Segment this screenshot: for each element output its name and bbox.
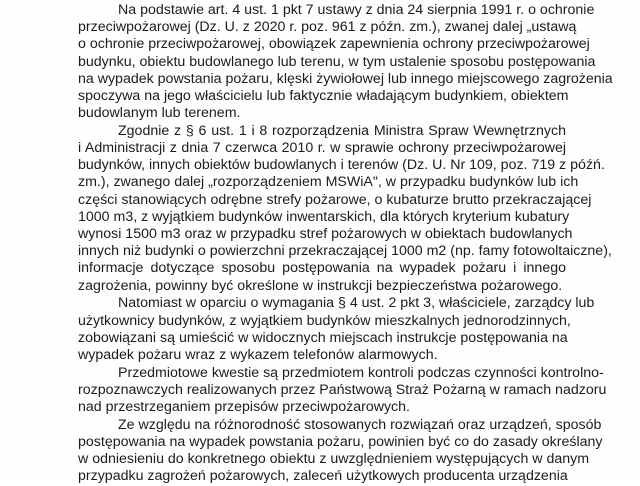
text-line: przypadku zagrożeń pożarowych, zaleceń użytkowych producenta urządzenia	[78, 468, 568, 485]
text-line: na wypadek powstania pożaru, klęski żywiołowej lub innego miejscowego zagrożenia	[78, 70, 613, 87]
text-line: zagrożenia, powinny być określone w instrukcji bezpieczeństwa pożarowego.	[78, 277, 563, 294]
text-line: 1000 m3, z wyjątkiem budynków inwentarskich, dla których kryterium kubatury	[78, 208, 570, 225]
text-line: części stanowiących odrębne strefy pożarowe, o kubaturze brutto przekraczającej	[78, 191, 592, 208]
text-line: zobowiązani są umieścić w widocznych miejscach instrukcje postępowania na	[78, 329, 568, 346]
paragraph-legal-basis	[78, 2, 613, 122]
text-line: budowlanym lub terenem.	[78, 105, 241, 122]
text-line: innych niż budynki o powierzchni przekraczającej 1000 m2 (np. famy fotowoltaiczne),	[78, 243, 612, 260]
text-line: wynosi 1500 m3 oraz w przypadku stref pożarowych w obiektach budowlanych	[78, 226, 573, 243]
paragraph-owner-obligations	[78, 295, 595, 364]
text-line: rozpoznawczych realizowanych przez Państwową Straż Pożarną w ramach nadzoru	[78, 381, 607, 398]
text-line: budynku, obiektu budowlanego lub terenu, w tym ustalenie sposobu postępowania	[78, 53, 596, 70]
text-line: Natomiast w oparciu o wymagania § 4 ust. 2 pkt 3, właściciele, zarządcy lub	[118, 295, 595, 312]
text-line: o ochronie przeciwpożarowej, obowiązek zapewnienia ochrony przeciwpożarowej	[78, 36, 590, 53]
text-line: Ze względu na różnorodność stosowanych rozwiązań oraz urządzeń, sposób	[118, 416, 602, 433]
text-line: wypadek pożaru wraz z wykazem telefonów alarmowych.	[78, 346, 438, 363]
text-line: w odniesieniu do konkretnego obiektu z uwzględnieniem występujących w danym	[78, 451, 590, 468]
text-line: i Administracji z dnia 7 czerwca 2010 r. w sprawie ochrony przeciwpożarowej	[78, 140, 566, 157]
text-line: postępowania na wypadek powstania pożaru, powinien być co do zasady określany	[78, 434, 603, 451]
text-line: spoczywa na jego właścicielu lub faktycznie władającym budynkiem, obiektem	[78, 87, 569, 104]
text-line: Zgodnie z § 6 ust. 1 i 8 rozporządzenia Ministra Spraw Wewnętrznych	[118, 122, 566, 139]
text-line: Na podstawie art. 4 ust. 1 pkt 7 ustawy z dnia 24 sierpnia 1991 r. o ochronie	[118, 2, 595, 18]
text-line: przeciwpożarowej (Dz. U. z 2020 r. poz. 961 z późn. zm.), zwanej dalej „ustawą	[78, 19, 577, 36]
document-body	[78, 2, 613, 486]
text-line: nad przestrzeganiem przepisów przeciwpożarowych.	[78, 399, 410, 416]
text-line: użytkownicy budynków, z wyjątkiem budynków mieszkalnych jednorodzinnych,	[78, 312, 571, 329]
text-line: Przedmiotowe kwestie są przedmiotem kontroli podczas czynności kontrolno-	[118, 364, 604, 381]
paragraph-psp-inspection	[78, 364, 607, 417]
text-line: informacje dotyczące sposobu postępowania na wypadek pożaru i innego	[78, 260, 566, 277]
paragraph-diversity-of-solutions	[78, 416, 603, 486]
paragraph-mswia-regulation	[78, 122, 612, 295]
text-line: budynków, innych obiektów budowlanych i terenów (Dz. U. Nr 109, poz. 719 z późń.	[78, 157, 605, 174]
text-line: zm.), zwanego dalej „rozporządzeniem MSWiA", w przypadku budynków lub ich	[78, 174, 579, 191]
